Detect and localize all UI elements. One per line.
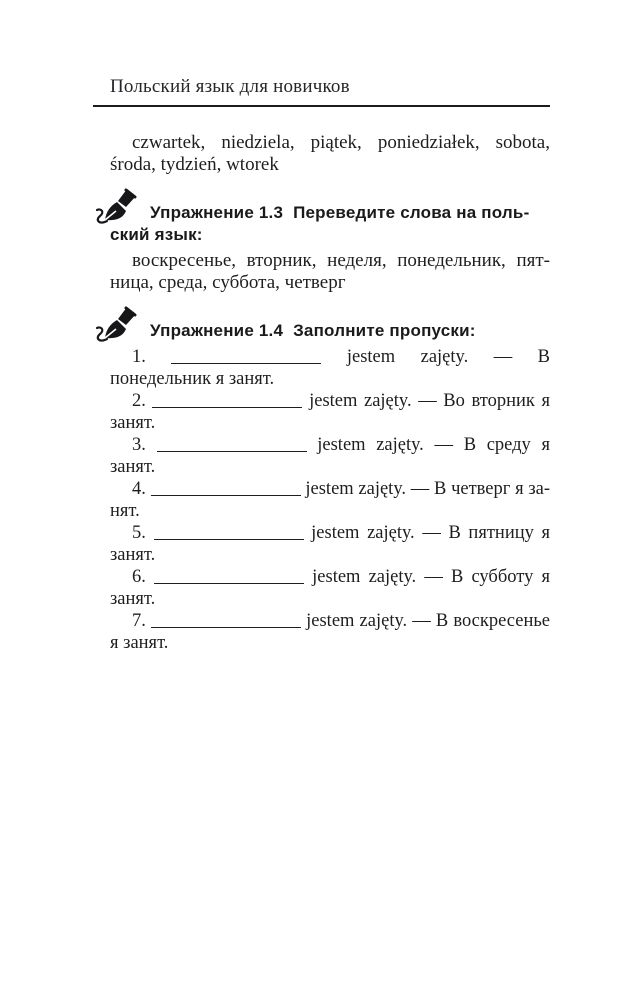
item-polish-text: jestem zajęty.: [305, 478, 406, 499]
exercise-1-3-instruction: Переведите слова на польский язык:: [110, 202, 530, 244]
item-russian-text: В понедельник я занят.: [110, 346, 551, 389]
item-number: 1.: [132, 346, 146, 367]
item-polish-text: jestem zajęty.: [317, 434, 424, 455]
exercise-item: [110, 566, 550, 610]
exercise-item: [110, 610, 550, 654]
item-number: 5.: [132, 522, 146, 543]
item-polish-text: jestem zajęty.: [311, 522, 415, 543]
item-dash: —: [410, 478, 430, 499]
exercise-item: [110, 346, 550, 390]
item-polish-text: jestem zajęty.: [312, 566, 417, 587]
exercise-1-4-instruction: Заполните пропуски:: [293, 320, 476, 340]
item-number: 6.: [132, 566, 146, 587]
item-russian-text: Во вторник я занят.: [110, 390, 551, 433]
fill-in-blank: [151, 613, 301, 628]
item-polish-text: jestem zajęty.: [346, 346, 469, 367]
item-number: 3.: [132, 434, 146, 455]
item-dash: —: [422, 522, 441, 543]
item-dash: —: [412, 610, 431, 631]
item-dash: —: [424, 566, 443, 587]
exercise-1-3-label: Упражнение 1.3: [150, 202, 284, 222]
fill-in-blank: [151, 481, 301, 496]
item-number: 7.: [132, 610, 146, 631]
exercise-1-4-heading: [110, 320, 550, 342]
fill-in-blank: [171, 349, 321, 364]
item-dash: —: [493, 346, 513, 367]
fill-in-blank: [154, 569, 304, 584]
exercise-item: [110, 522, 550, 566]
item-russian-text: В воскресенье я занят.: [110, 610, 550, 653]
fountain-pen-icon: [93, 303, 143, 349]
fill-in-blank: [154, 525, 304, 540]
russian-days-wordlist: воскресенье, вторник, неделя, понедельник, пятница, среда, суббота, четверг: [110, 249, 550, 293]
fountain-pen-icon: [93, 185, 143, 231]
item-russian-text: В среду я занят.: [110, 434, 550, 477]
item-dash: —: [418, 390, 437, 411]
item-dash: —: [434, 434, 453, 455]
item-russian-text: В четверг я занят.: [110, 478, 551, 521]
exercise-item: [110, 434, 550, 478]
item-polish-text: jestem zajęty.: [309, 390, 412, 411]
item-russian-text: В субботу я занят.: [110, 566, 550, 609]
exercise-item: [110, 390, 550, 434]
running-header-title: Польский язык для новичков: [110, 76, 350, 97]
fill-in-blank: [152, 393, 302, 408]
polish-days-wordlist: czwartek, niedziela, piątek, poniedziałek, sobota, środa, tydzień, wtorek: [110, 131, 550, 175]
item-russian-text: В пятницу я занят.: [110, 522, 551, 565]
exercise-1-3-heading: [110, 202, 550, 246]
running-header: [93, 76, 550, 107]
exercise-1-4-items: [110, 346, 550, 654]
exercise-item: [110, 478, 550, 522]
exercise-1-4-label: Упражнение 1.4: [150, 320, 284, 340]
item-number: 2.: [132, 390, 146, 411]
fill-in-blank: [157, 437, 307, 452]
item-number: 4.: [132, 478, 146, 499]
item-polish-text: jestem zajęty.: [306, 610, 408, 631]
